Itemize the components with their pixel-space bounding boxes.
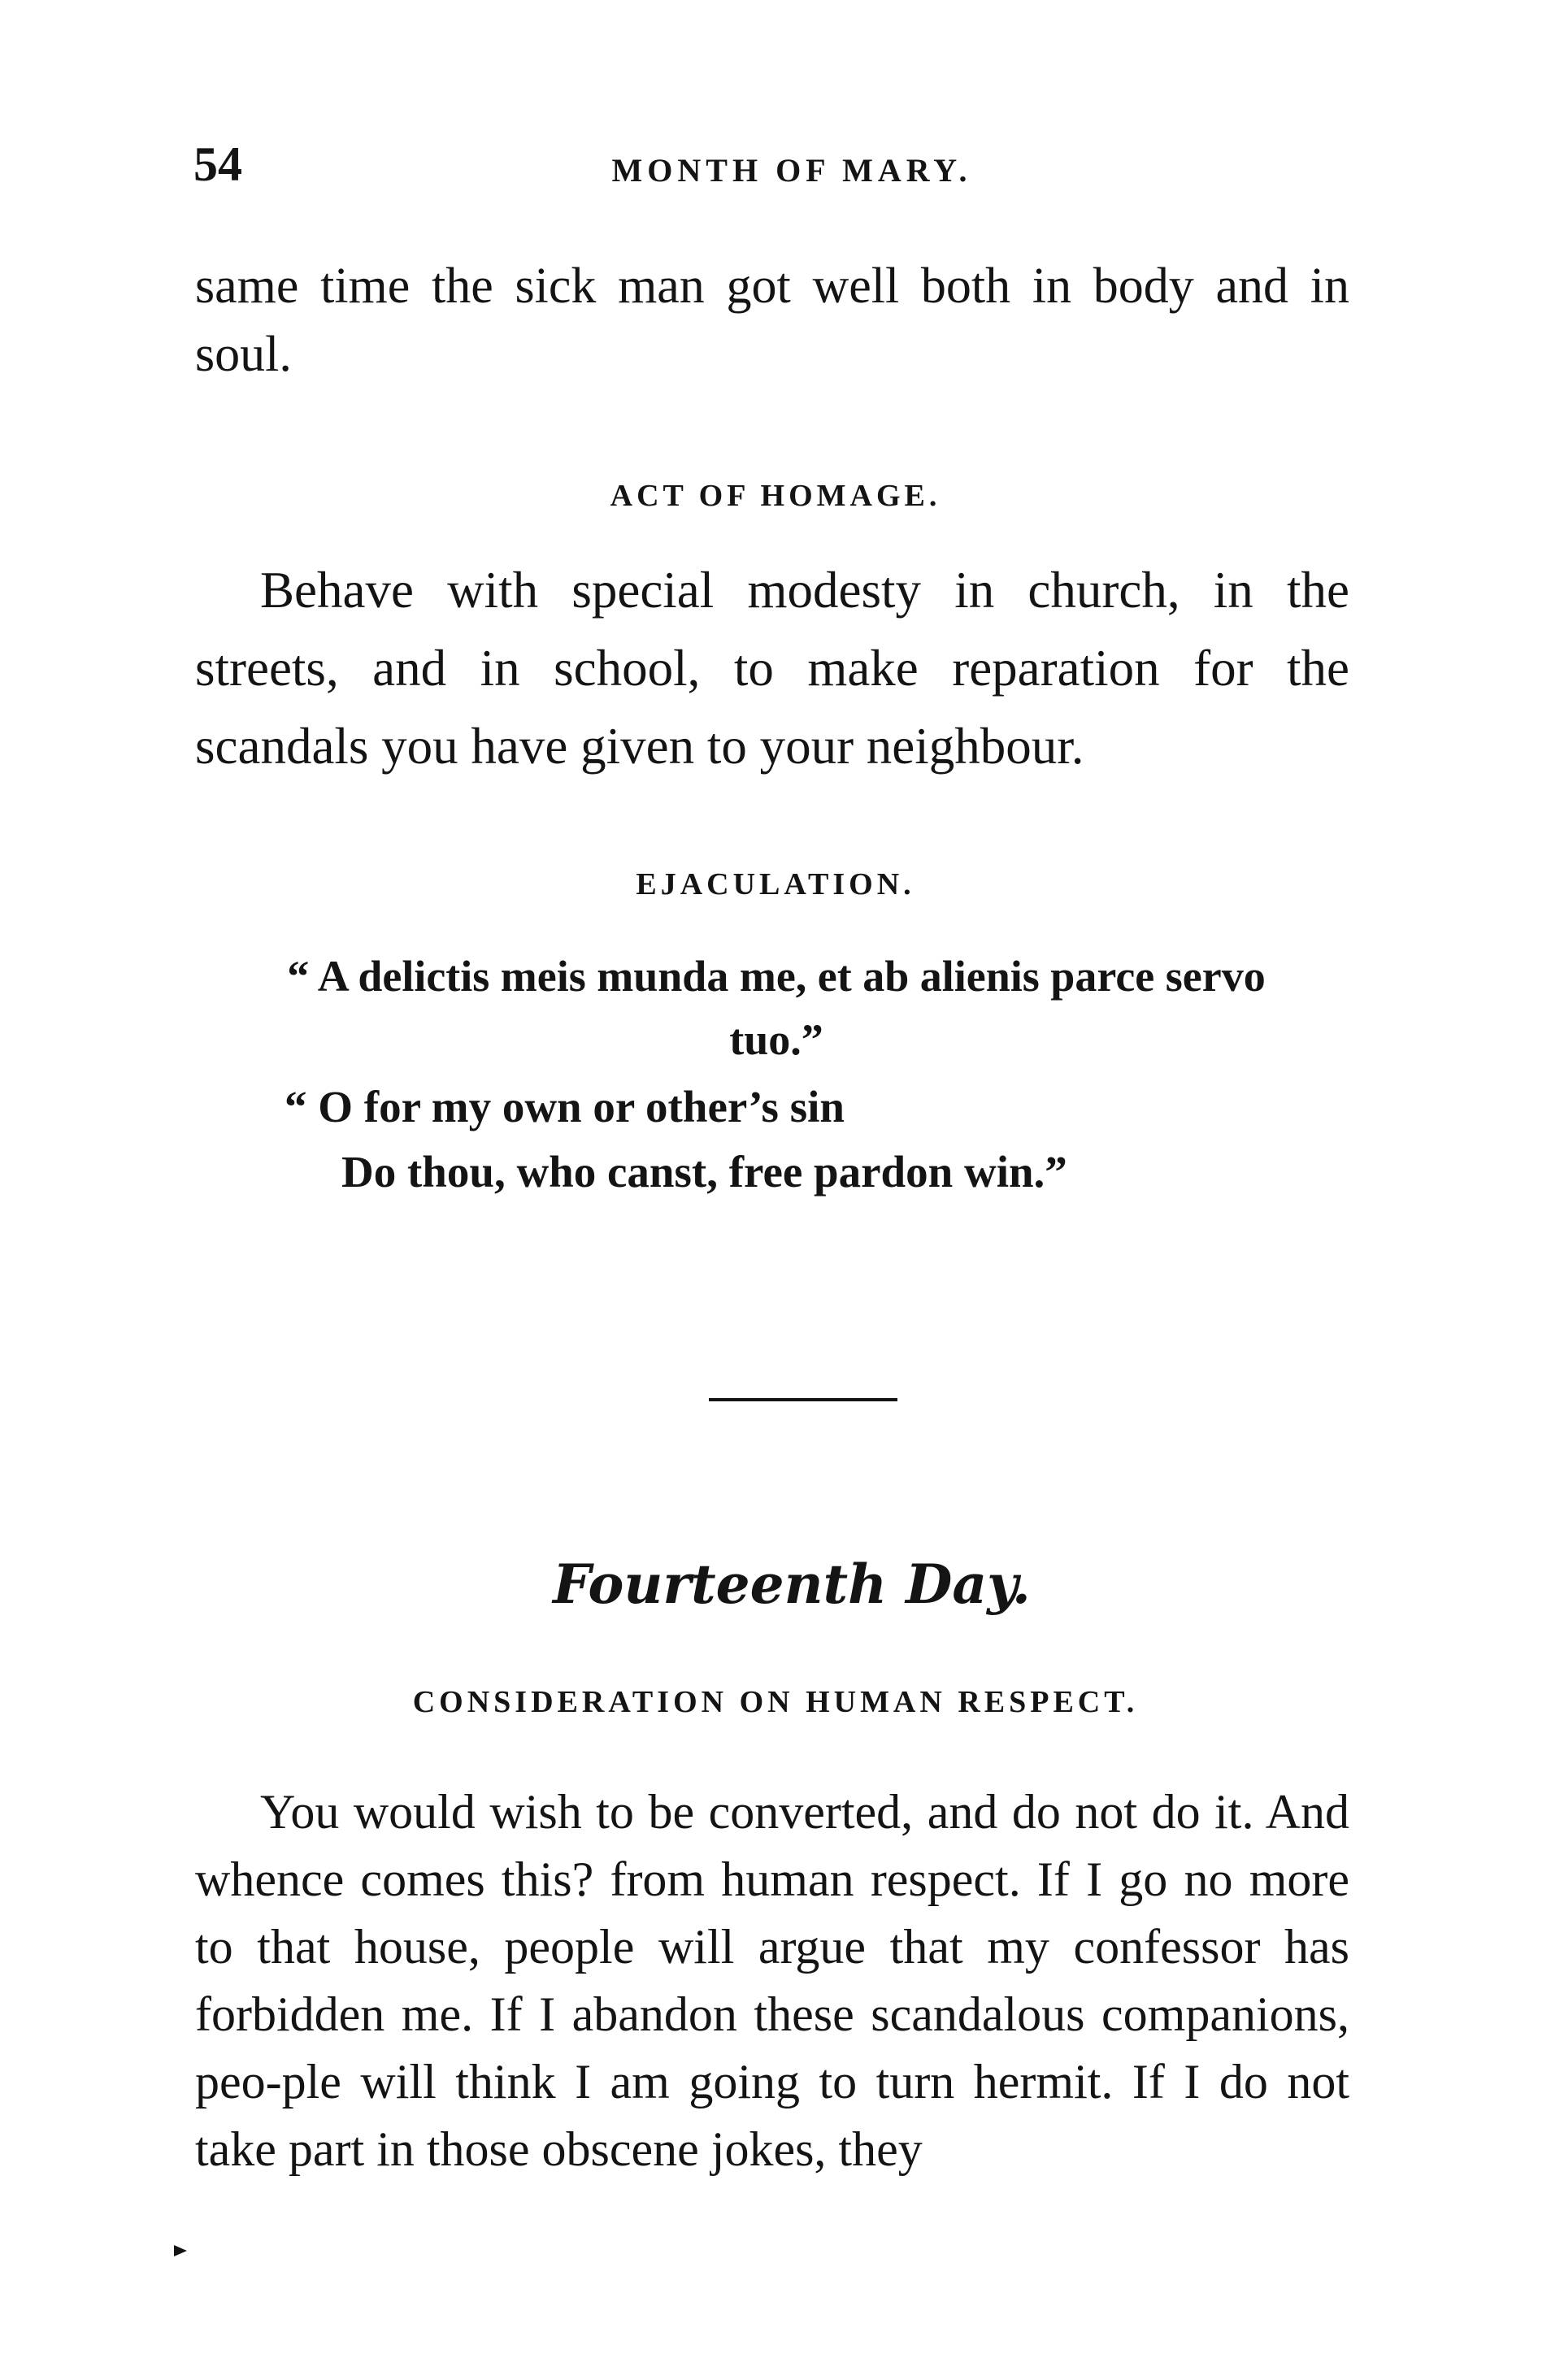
latin-ejaculation: “ A delictis meis munda me, et ab alienis parce servo tuo.” [287, 952, 1266, 1064]
act-of-homage-heading: ACT OF HOMAGE. [610, 479, 941, 513]
verse-line-1: “ O for my own or other’s sin [285, 1082, 845, 1131]
printer-mark-icon [174, 2245, 187, 2256]
running-title: MONTH OF MARY. [611, 152, 972, 189]
page-number: 54 [193, 137, 242, 191]
act-of-homage-paragraph: Behave with special modesty in church, in the streets, and in school, to make reparation for the scandals you have given to your neighbour. [195, 562, 1349, 775]
consideration-paragraph: You would wish to be converted, and do not do it. And whence comes this? from human respect. If I go no more to that house, people will argue that my confessor has forbidden me. If I abandon these scandalous companions, peo-ple will think I am going to turn hermit. If I do not take part in those obscene jokes, they [195, 1785, 1349, 2176]
verse-line-2: Do thou, who canst, free pardon win.” [341, 1147, 1067, 1197]
continuation-paragraph: same time the sick man got well both in body and in soul. [195, 258, 1349, 382]
section-divider [709, 1398, 897, 1401]
ejaculation-heading: EJACULATION. [636, 867, 915, 901]
consideration-heading: CONSIDERATION ON HUMAN RESPECT. [412, 1685, 1139, 1719]
day-title: Fourteenth Day. [553, 1553, 1031, 1616]
